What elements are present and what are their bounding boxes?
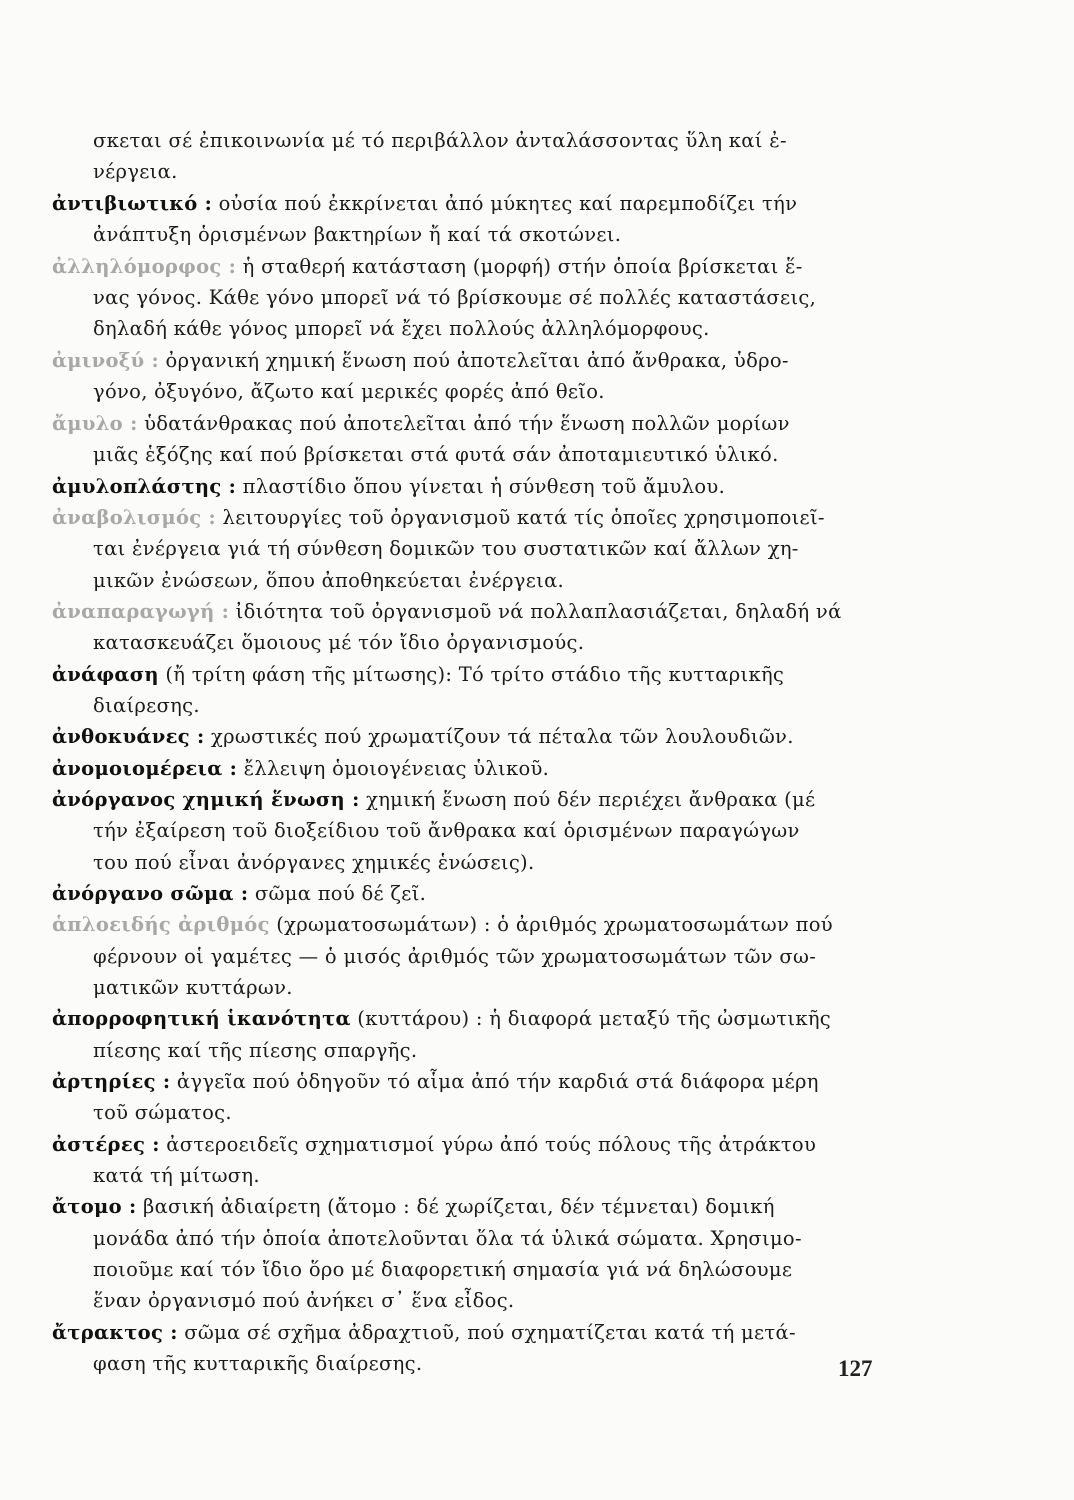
definition: ἀστεροειδεῖς σχηματισμοί γύρω ἀπό τούς πόλους τῆς ἀτράκτου [159, 1133, 817, 1156]
definition: ἡ σταθερή κατάσταση (μορφή) στήν ὁποία βρίσκεται ἕ- [236, 255, 803, 278]
entry-inorganic-compound [52, 785, 815, 815]
text-line: γόνο, ὀξυγόνο, ἄζωτο καί μερικές φορές ἀπό θεῖο. [93, 380, 605, 403]
definition: ἔλλειψη ὁμοιογένειας ὑλικοῦ. [237, 757, 550, 780]
entry-anabolism [52, 503, 825, 533]
text-line: ματικῶν κυττάρων. [93, 976, 293, 999]
text-line: τήν ἐξαίρεση τοῦ διοξείδιου τοῦ ἄνθρακα καί ὁρισμένων παραγώγων [93, 819, 800, 842]
term: ἄτομο : [52, 1195, 137, 1218]
term: ἀνόργανος χημική ἕνωση : [52, 788, 360, 811]
entry-arteries [52, 1067, 819, 1097]
term: ἀναβολισμός : [52, 506, 217, 529]
page-number: 127 [838, 1356, 873, 1381]
entry-starch [52, 409, 790, 439]
entry-atom [52, 1192, 775, 1222]
definition: (χρωματοσωμάτων) : ὁ ἀριθμός χρωματοσωμάτων πού [269, 913, 833, 936]
entry-absorptive-capacity [52, 1004, 831, 1034]
text-line: τοῦ σώματος. [93, 1101, 232, 1124]
definition: πλαστίδιο ὅπου γίνεται ἡ σύνθεση τοῦ ἄμυλου. [236, 475, 726, 498]
text-line: νέργεια. [93, 160, 178, 183]
definition: χημική ἕνωση πού δέν περιέχει ἄνθρακα (μέ [359, 788, 816, 811]
definition: οὐσία πού ἐκκρίνεται ἀπό μύκητες καί παρεμποδίζει τήν [212, 192, 798, 215]
term: ἀρτηρίες : [52, 1070, 171, 1093]
term: ἀμυλοπλάστης : [52, 475, 237, 498]
entry-spindle [52, 1318, 796, 1348]
text-line: ἕναν ὀργανισμό πού ἀνήκει σ᾿ ἕνα εἶδος. [93, 1289, 515, 1312]
text-line: μικῶν ἐνώσεων, ὅπου ἀποθηκεύεται ἐνέργεια. [93, 569, 565, 592]
entry-inorganic-body [52, 879, 426, 909]
term: ἀνόργανο σῶμα : [52, 882, 249, 905]
definition: ὀργανική χημική ἕνωση πού ἀποτελεῖται ἀπό ἄνθρακα, ὑδρο- [159, 349, 789, 372]
text-line: του πού εἶναι ἀνόργανες χημικές ἑνώσεις). [93, 851, 535, 874]
entry-anaphase [52, 660, 784, 690]
entry-inhomogeneity [52, 754, 549, 784]
text-line: μιᾶς ἑξόζης καί πού βρίσκεται στά φυτά σάν ἀποταμιευτικό ὑλικό. [93, 443, 779, 466]
term: ἀναπαραγωγή : [52, 600, 230, 623]
text-line: φαση τῆς κυτταρικῆς διαίρεσης. [93, 1352, 423, 1375]
text-line: πίεσης καί τῆς πίεσης σπαργῆς. [93, 1039, 418, 1062]
text-line: κατασκευάζει ὅμοιους μέ τόν ἴδιο ὀργανισμούς. [93, 631, 585, 654]
definition: (κυττάρου) : ἡ διαφορά μεταξύ τῆς ὠσμωτικῆς [350, 1007, 832, 1030]
term: ἀνομοιομέρεια : [52, 757, 238, 780]
definition: ἀγγεῖα πού ὁδηγοῦν τό αἷμα ἀπό τήν καρδιά στά διάφορα μέρη [170, 1070, 819, 1093]
text-line: ἀνάπτυξη ὁρισμένων βακτηρίων ἤ καί τά σκοτώνει. [93, 223, 622, 246]
definition: ἰδιότητα τοῦ ὀργανισμοῦ νά πολλαπλασιάζεται, δηλαδή νά [229, 600, 842, 623]
text-line: μονάδα ἀπό τήν ὁποία ἀποτελοῦνται ὅλα τά ὑλικά σώματα. Χρησιμο- [93, 1227, 802, 1250]
text-line: ποιοῦμε καί τόν ἴδιο ὅρο μέ διαφορετική σημασία γιά νά δηλώσουμε [93, 1258, 793, 1281]
term: ἀπορροφητική ἱκανότητα [52, 1007, 351, 1030]
entry-amino-acid [52, 346, 789, 376]
text-line: φέρνουν οἱ γαμέτες — ὁ μισός ἀριθμός τῶν χρωματοσωμάτων τῶν σω- [93, 945, 817, 968]
definition: λειτουργίες τοῦ ὀργανισμοῦ κατά τίς ὁποῖες χρησιμοποιεῖ- [216, 506, 825, 529]
term: ἀνθοκυάνες : [52, 725, 205, 748]
text-line: ται ἐνέργεια γιά τή σύνθεση δομικῶν του συστατικῶν καί ἄλλων χη- [93, 537, 799, 560]
entry-allele [52, 252, 803, 282]
text-line: νας γόνος. Κάθε γόνο μπορεῖ νά τό βρίσκουμε σέ πολλές καταστάσεις, [93, 286, 817, 309]
text-line: διαίρεσης. [93, 694, 200, 717]
term: ἄμυλο : [52, 412, 138, 435]
term: ἀντιβιωτικό : [52, 192, 213, 215]
entry-reproduction [52, 597, 842, 627]
entry-asters [52, 1130, 816, 1160]
term: ἁπλοειδής ἀριθμός [52, 913, 270, 936]
definition: (ἤ τρίτη φάση τῆς μίτωσης): Τό τρίτο στάδιο τῆς κυτταρικῆς [158, 663, 785, 686]
definition: σῶμα σέ σχῆμα ἀδραχτιοῦ, πού σχηματίζεται κατά τή μετά- [177, 1321, 796, 1344]
text-line: δηλαδή κάθε γόνος μπορεῖ νά ἔχει πολλούς ἀλληλόμορφους. [93, 317, 710, 340]
text-line: σκεται σέ ἐπικοινωνία μέ τό περιβάλλον ἀνταλάσσοντας ὕλη καί ἐ- [93, 129, 787, 152]
definition: ὑδατάνθρακας πού ἀποτελεῖται ἀπό τήν ἕνωση πολλῶν μορίων [137, 412, 790, 435]
entry-amyloplast [52, 472, 725, 502]
entry-anthocyanins [52, 722, 794, 752]
term: ἄτρακτος : [52, 1321, 178, 1344]
definition: χρωστικές πού χρωματίζουν τά πέταλα τῶν λουλουδιῶν. [204, 725, 794, 748]
term: ἀμινοξύ : [52, 349, 160, 372]
definition: σῶμα πού δέ ζεῖ. [248, 882, 427, 905]
term: ἀστέρες : [52, 1133, 160, 1156]
term: ἀνάφαση [52, 663, 159, 686]
definition: βασική ἀδιαίρετη (ἄτομο : δέ χωρίζεται, δέν τέμνεται) δομική [136, 1195, 775, 1218]
entry-antibiotic [52, 189, 797, 219]
term: ἀλληλόμορφος : [52, 255, 237, 278]
text-line: κατά τή μίτωση. [93, 1164, 260, 1187]
entry-haploid-number [52, 910, 833, 940]
